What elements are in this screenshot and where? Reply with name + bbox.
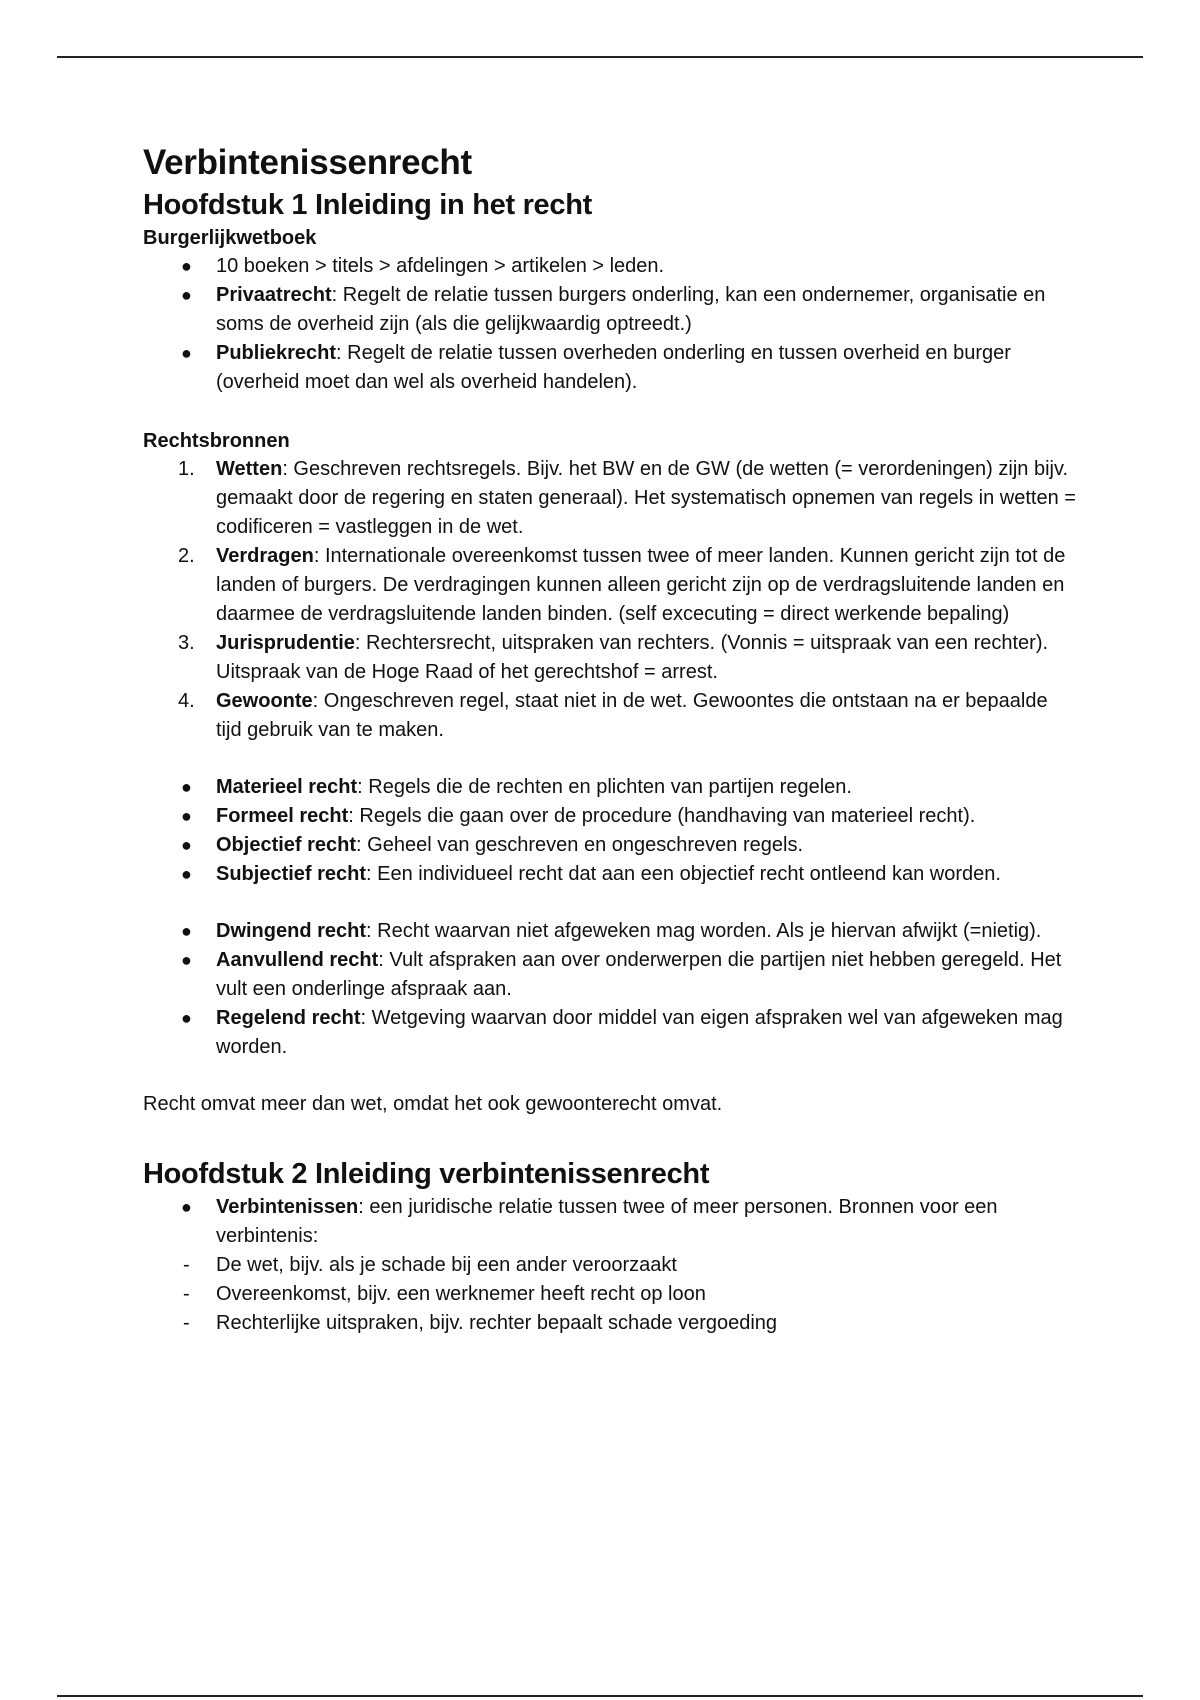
bullet-marker: ● [181, 806, 192, 826]
closing-paragraph: Recht omvat meer dan wet, omdat het ook gewoonterecht omvat. [143, 1093, 723, 1115]
chapter-1-heading: Hoofdstuk 1 Inleiding in het recht [143, 189, 592, 221]
term: Materieel recht [216, 776, 358, 798]
bullet-marker: ● [181, 1197, 192, 1217]
definition: : Regels die de rechten en plichten van partijen regelen. [357, 776, 852, 798]
document-title: Verbintenissenrecht [143, 143, 472, 182]
definition: : Ongeschreven regel, staat niet in de wet. Gewoontes die ontstaan na er bepaalde tijd gebruik van te maken. [216, 690, 1048, 741]
list-item [143, 917, 1078, 946]
dash-marker: - [183, 1283, 190, 1305]
list-item [143, 1309, 1078, 1338]
list-number: 1. [178, 458, 195, 480]
document-body [143, 140, 1078, 1338]
list-item [143, 860, 1078, 889]
definition: : Geheel van geschreven en ongeschreven regels. [356, 834, 803, 856]
list-item [143, 1251, 1078, 1280]
recht-types-list [143, 773, 1078, 889]
term: Aanvullend recht [216, 949, 379, 971]
bullet-marker: ● [181, 921, 192, 941]
definition: : Vult afspraken aan over onderwerpen die partijen niet hebben geregeld. Het vult een onderlinge afspraak aan. [216, 949, 1062, 1000]
section-heading-rechtsbronnen: Rechtsbronnen [143, 430, 290, 452]
header-rule [57, 56, 1143, 58]
bronnen-verbintenis-list [143, 1251, 1078, 1338]
list-item [143, 687, 1078, 745]
recht-kinds-list [143, 917, 1078, 1062]
definition: : Recht waarvan niet afgeweken mag worden. Als je hiervan afwijkt (=nietig). [366, 920, 1042, 942]
bullet-marker: ● [181, 835, 192, 855]
list-item [143, 542, 1078, 629]
list-item [143, 1004, 1078, 1062]
term: Verbintenissen [216, 1196, 359, 1218]
section-heading-burgerlijkwetboek: Burgerlijkwetboek [143, 227, 317, 249]
list-item [143, 281, 1078, 339]
definition: : een juridische relatie tussen twee of meer personen. Bronnen voor een verbintenis: [216, 1196, 998, 1247]
list-item [143, 802, 1078, 831]
list-number: 4. [178, 690, 195, 712]
chapter-2-heading: Hoofdstuk 2 Inleiding verbintenissenrecht [143, 1158, 710, 1190]
term: Formeel recht [216, 805, 349, 827]
bullet-marker: ● [181, 343, 192, 363]
verbintenissen-list [143, 1193, 1078, 1251]
list-item [143, 831, 1078, 860]
list-item [143, 455, 1078, 542]
definition: : Regelt de relatie tussen overheden onderling en tussen overheid en burger (overheid moet dan wel als overheid handelen). [216, 342, 1011, 393]
list-item [143, 1193, 1078, 1251]
definition: 10 boeken > titels > afdelingen > artikelen > leden. [216, 255, 665, 277]
bullet-marker: ● [181, 864, 192, 884]
bullet-marker: ● [181, 777, 192, 797]
definition: : Geschreven rechtsregels. Bijv. het BW en de GW (de wetten (= verordeningen) zijn bijv. gemaakt door de regering en staten generaal). Het systematisch opnemen van regels in wetten = codificeren = vastleggen in de wet. [216, 458, 1076, 538]
bw-list [143, 252, 1078, 397]
list-item [143, 1280, 1078, 1309]
list-item-text: De wet, bijv. als je schade bij een ander veroorzaakt [216, 1254, 677, 1276]
term: Objectief recht [216, 834, 357, 856]
bullet-marker: ● [181, 285, 192, 305]
definition: : Regels die gaan over de procedure (handhaving van materieel recht). [348, 805, 976, 827]
list-item [143, 946, 1078, 1004]
bullet-marker: ● [181, 1008, 192, 1028]
term: Jurisprudentie [216, 632, 355, 654]
term: Publiekrecht [216, 342, 337, 364]
term: Wetten [216, 458, 283, 480]
term: Dwingend recht [216, 920, 367, 942]
list-number: 3. [178, 632, 195, 654]
list-item [143, 773, 1078, 802]
spacer [143, 889, 1078, 917]
spacer [143, 1119, 1078, 1147]
term: Gewoonte [216, 690, 313, 712]
dash-marker: - [183, 1312, 190, 1334]
definition: : Rechtersrecht, uitspraken van rechters. (Vonnis = uitspraak van een rechter). Uitspraak van de Hoge Raad of het gerechtshof = arrest. [216, 632, 1049, 683]
list-number: 2. [178, 545, 195, 567]
spacer [143, 745, 1078, 773]
list-item [143, 629, 1078, 687]
term: Verdragen [216, 545, 314, 567]
bullet-marker: ● [181, 256, 192, 276]
definition: : Een individueel recht dat aan een objectief recht ontleend kan worden. [366, 863, 1001, 885]
footer-rule [57, 1695, 1143, 1697]
spacer [143, 397, 1078, 427]
list-item [143, 339, 1078, 397]
term: Subjectief recht [216, 863, 367, 885]
term: Privaatrecht [216, 284, 332, 306]
definition: : Wetgeving waarvan door middel van eigen afspraken wel van afgeweken mag worden. [216, 1007, 1063, 1058]
dash-marker: - [183, 1254, 190, 1276]
definition: : Internationale overeenkomst tussen twee of meer landen. Kunnen gericht zijn tot de landen of burgers. De verdragingen kunnen alleen gericht zijn op de verdragsluitende landen en daarmee de verdragsluitende landen binden. (self excecuting = direct werkende bepaling) [216, 545, 1066, 625]
definition: : Regelt de relatie tussen burgers onderling, kan een ondernemer, organisatie en soms de overheid zijn (als die gelijkwaardig optreedt.) [216, 284, 1046, 335]
rechtsbronnen-list [143, 455, 1078, 745]
list-item-text: Overeenkomst, bijv. een werknemer heeft recht op loon [216, 1283, 706, 1305]
term: Regelend recht [216, 1007, 361, 1029]
bullet-marker: ● [181, 950, 192, 970]
spacer [143, 1062, 1078, 1090]
list-item-text: Rechterlijke uitspraken, bijv. rechter bepaalt schade vergoeding [216, 1312, 778, 1334]
list-item [143, 252, 1078, 281]
